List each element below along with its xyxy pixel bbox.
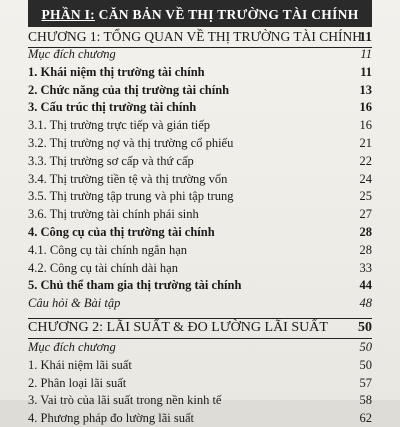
- toc-entry-page: 57: [359, 375, 372, 390]
- toc-entry-title: 1. Khái niệm lãi suất: [28, 357, 132, 372]
- toc-entry-title: 3.4. Thị trường tiền tệ và thị trường vốn: [28, 171, 228, 186]
- toc-entry[interactable]: [28, 338, 372, 356]
- toc-entry-page: 13: [359, 82, 372, 97]
- toc-entry[interactable]: [28, 374, 372, 392]
- toc-entry-page: 44: [359, 278, 372, 293]
- toc-entry-title: 5. Chủ thể tham gia thị trường tài chính: [28, 278, 242, 293]
- toc-entry[interactable]: [28, 356, 372, 374]
- toc-entry-page: 24: [359, 171, 372, 186]
- toc-entry-page: 33: [359, 260, 372, 275]
- chapter-2-heading[interactable]: [28, 319, 372, 337]
- toc-entry-page: 28: [359, 242, 372, 257]
- chapter-2-title: CHƯƠNG 2: LÃI SUẤT & ĐO LƯỜNG LÃI SUẤT: [28, 320, 328, 335]
- toc-entry[interactable]: [28, 409, 372, 427]
- toc-entry-page: 50: [359, 340, 372, 354]
- chapter-1-heading[interactable]: [28, 28, 372, 46]
- toc-entry-page: 11: [360, 64, 372, 79]
- part-label: PHẦN I:: [41, 7, 95, 22]
- toc-entry-page: 16: [359, 118, 372, 133]
- toc-entry-page: 58: [359, 393, 372, 408]
- toc-entry-title: Mục đích chương: [28, 340, 116, 354]
- chapter-1-page: 11: [359, 29, 372, 44]
- toc-entry-page: 27: [359, 207, 372, 222]
- toc-entry-page: 22: [359, 153, 372, 168]
- toc-entry[interactable]: [28, 391, 372, 409]
- toc-entry-title: 2. Chức năng của thị trường tài chính: [28, 82, 230, 97]
- chapter-1-title: CHƯƠNG 1: TỔNG QUAN VỀ THỊ TRƯỜNG TÀI CHÍNH: [28, 29, 362, 44]
- toc-entry-title: 3.3. Thị trường sơ cấp và thứ cấp: [28, 153, 194, 168]
- part-header: [28, 0, 372, 27]
- toc-entry[interactable]: [28, 241, 372, 259]
- toc-entry-page: 62: [359, 411, 372, 426]
- toc-entry[interactable]: [28, 205, 372, 223]
- toc-entry[interactable]: [28, 98, 372, 116]
- toc-entry-page: 11: [360, 47, 372, 61]
- toc-entry-page: 21: [359, 136, 372, 150]
- toc-entry-page: 48: [359, 296, 372, 311]
- toc-entry[interactable]: [28, 276, 372, 294]
- toc-entry[interactable]: [28, 116, 372, 134]
- toc-entry[interactable]: [28, 45, 372, 63]
- toc-entry-title: 3.2. Thị trường nợ và thị trường cổ phiếu: [28, 136, 234, 150]
- toc-entry-page: 16: [359, 100, 372, 115]
- toc-entry[interactable]: [28, 81, 372, 99]
- toc-entry-title: 4.2. Công cụ tài chính dài hạn: [28, 260, 178, 275]
- toc-entry[interactable]: [28, 187, 372, 205]
- toc-entry-title: 3.6. Thị trường tài chính phái sinh: [28, 207, 199, 222]
- toc-entry-title: 1. Khái niệm thị trường tài chính: [28, 64, 205, 79]
- toc-entry-title: Câu hỏi & Bài tập: [28, 296, 121, 311]
- toc-entry-title: 2. Phân loại lãi suất: [28, 375, 127, 390]
- chapter-2-page: 50: [358, 320, 372, 335]
- toc-entry[interactable]: [28, 152, 372, 170]
- toc-entry[interactable]: [28, 134, 372, 152]
- toc-entry-title: 3.5. Thị trường tập trung và phi tập trung: [28, 189, 234, 204]
- toc-entry[interactable]: [28, 259, 372, 277]
- toc-entry-page: 25: [359, 189, 372, 204]
- toc-entry-page: 50: [359, 357, 372, 372]
- toc-entry-title: 3. Cấu trúc thị trường tài chính: [28, 100, 197, 115]
- toc-entry-title: 4.1. Công cụ tài chính ngắn hạn: [28, 242, 187, 257]
- toc-entry-title: 4. Công cụ của thị trường tài chính: [28, 225, 215, 239]
- toc-entry-title: Mục đích chương: [28, 47, 116, 61]
- toc-entry-title: 3.1. Thị trường trực tiếp và gián tiếp: [28, 118, 211, 133]
- toc-entry[interactable]: [28, 63, 372, 81]
- toc-entry[interactable]: [28, 294, 372, 312]
- part-title: CĂN BẢN VỀ THỊ TRƯỜNG TÀI CHÍNH: [94, 7, 359, 22]
- toc-entry-page: 28: [359, 225, 372, 239]
- toc-entry[interactable]: [28, 223, 372, 241]
- toc-entry-title: 3. Vai trò của lãi suất trong nền kinh tế: [28, 393, 222, 408]
- toc-entry-title: 4. Phương pháp đo lường lãi suất: [28, 411, 194, 426]
- toc-entry[interactable]: [28, 170, 372, 188]
